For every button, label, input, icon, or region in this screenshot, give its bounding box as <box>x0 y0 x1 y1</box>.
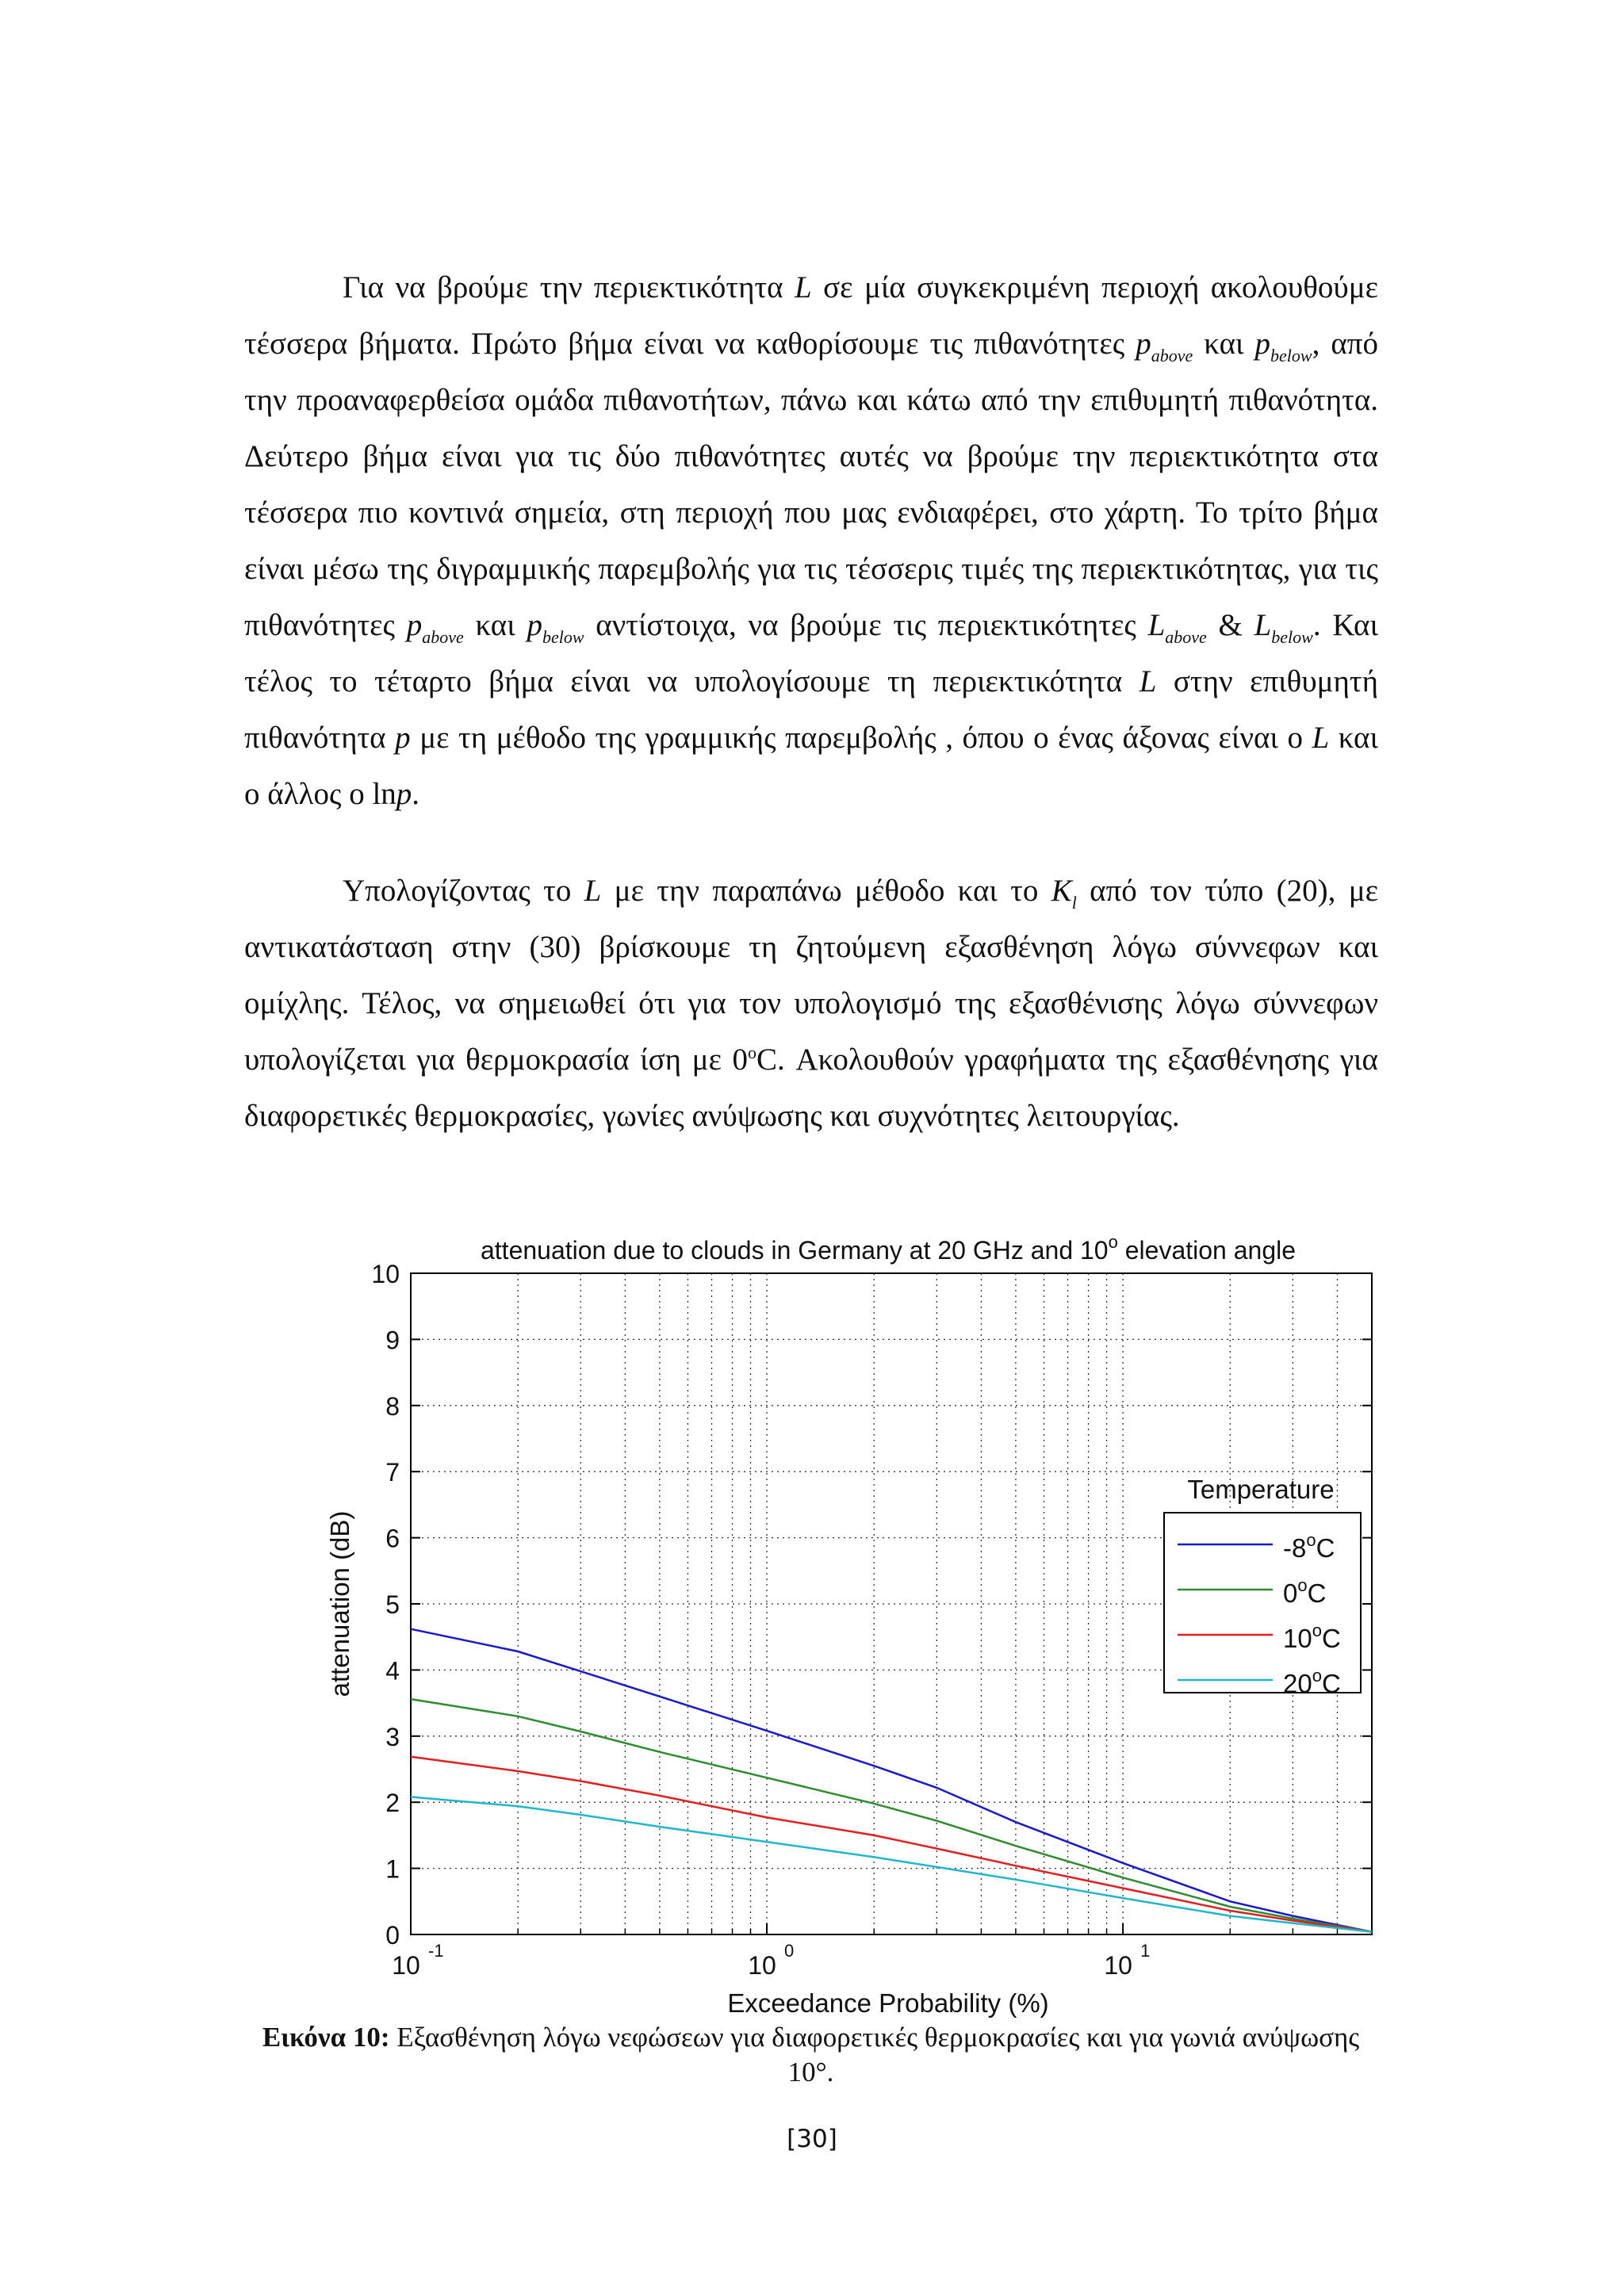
paragraph-1 <box>244 259 1378 822</box>
chart-title-sup: o <box>1108 1232 1118 1252</box>
legend-degree: o <box>1297 1575 1308 1595</box>
text-run: και <box>1193 327 1255 361</box>
y-tick-label: 3 <box>385 1722 400 1751</box>
caption-label: Εικόνα 10: <box>262 2022 390 2053</box>
text-run: L <box>795 270 812 304</box>
y-tick-label: 9 <box>385 1326 400 1355</box>
y-tick-label: 4 <box>385 1656 400 1686</box>
text-run: L <box>584 874 602 908</box>
text-run: p <box>1254 327 1271 361</box>
text-run: C. Ακολουθούν γραφήματα της εξασθένησης για διαφορετικές θερμοκρασίες, γωνίες ανύψωσης και συχνότητες λειτουργίας. <box>244 1043 1378 1133</box>
text-run: l <box>1071 893 1077 913</box>
legend-label-2 <box>1283 1621 1341 1653</box>
chart-title <box>481 1232 1296 1265</box>
text-run: . Και τέλος το τέταρτο βήμα είναι να υπολογίσουμε τη περιεκτικότητα <box>244 608 1378 698</box>
text-run: Υπολογίζοντας το <box>343 874 584 908</box>
text-run: below <box>1271 627 1313 647</box>
text-run: στην επιθυμητή πιθανότητα <box>244 664 1378 755</box>
legend-value: 10 <box>1283 1624 1312 1653</box>
legend-unit: C <box>1321 1669 1341 1698</box>
text-run: p <box>395 721 411 755</box>
x-tick-exponent: -1 <box>428 1941 444 1961</box>
figure-caption <box>262 2020 1360 2090</box>
y-tick-label: 10 <box>371 1260 400 1288</box>
text-run: above <box>422 627 464 647</box>
paragraph-2 <box>244 863 1378 1144</box>
text-run: L <box>1254 608 1272 642</box>
text-run: σε μία συγκεκριμένη περιοχή ακολουθούμε τέσσερα βήματα. Πρώτο βήμα είναι να καθορίσουμε τις πιθανότητες <box>244 270 1378 361</box>
text-run: L <box>1312 721 1330 755</box>
text-run: με την παραπάνω μέθοδο και το <box>601 874 1051 908</box>
text-run: p <box>406 608 423 642</box>
caption-text: Εξασθένηση λόγω νεφώσεων για διαφορετικές θερμοκρασίες και για γωνιά ανύψωσης 10°. <box>389 2022 1360 2087</box>
y-tick-label: 2 <box>385 1789 400 1818</box>
chart-title-tail: elevation angle <box>1117 1236 1297 1265</box>
y-tick-label: 5 <box>385 1590 400 1619</box>
y-tick-label: 0 <box>385 1921 400 1950</box>
y-tick-label: 1 <box>385 1854 400 1884</box>
text-run: p <box>396 777 412 811</box>
legend-value: 0 <box>1283 1578 1298 1608</box>
legend-unit: C <box>1307 1578 1327 1608</box>
x-tick-exponent: 1 <box>1140 1941 1151 1961</box>
text-run: αντίστοιχα, να βρούμε τις περιεκτικότητες <box>584 608 1148 642</box>
text-run: K <box>1051 874 1072 908</box>
y-tick-label: 6 <box>385 1524 400 1553</box>
text-run: από τον τύπο (20), με αντικατάσταση στην (30) βρίσκουμε τη ζητούμενη εξασθένηση λόγω σύννεφων και ομίχλης. Τέλος, να σημειωθεί ότι για τον υπολογισμό της εξασθένισης λόγω σύννεφων υπολογίζεται για θερμοκρασία ίση με 0 <box>244 874 1378 1077</box>
legend-value: 20 <box>1283 1669 1312 1698</box>
x-tick-label: 10 <box>748 1951 776 1980</box>
legend-unit: C <box>1316 1533 1335 1563</box>
page-number: [30] <box>787 2125 837 2153</box>
y-tick-label: 8 <box>385 1391 400 1421</box>
text-run: p <box>527 608 542 642</box>
text-run: p <box>1136 327 1151 361</box>
text-run: L <box>1139 664 1157 698</box>
x-tick-exponent: 0 <box>784 1941 795 1961</box>
y-tick-label: 7 <box>385 1458 400 1487</box>
legend-title: Temperature <box>1187 1475 1335 1504</box>
paragraph-2-text <box>244 863 1378 1144</box>
legend-degree: o <box>1312 1666 1322 1686</box>
text-run: Για να βρούμε την περιεκτικότητα <box>343 270 795 304</box>
text-run: above <box>1151 346 1193 365</box>
text-run: με τη μέθοδο της γραμμικής παρεμβολής , όπου ο ένας άξονας είναι ο <box>410 721 1312 755</box>
text-run: & <box>1206 608 1254 642</box>
paragraph-1-text <box>244 259 1378 822</box>
legend-label-3 <box>1283 1666 1341 1698</box>
text-run: o <box>748 1043 757 1062</box>
x-tick-label: 10 <box>392 1951 420 1980</box>
text-run: . <box>412 777 420 811</box>
legend-degree: o <box>1312 1621 1322 1640</box>
chart-title-main: attenuation due to clouds in Germany at 20 GHz and 10 <box>480 1236 1109 1265</box>
text-run: above <box>1165 627 1207 647</box>
text-run: L <box>1147 608 1166 642</box>
text-run: και <box>463 608 527 642</box>
text-run: below <box>1270 346 1312 365</box>
y-axis-label: attenuation (dB) <box>325 1510 354 1697</box>
text-run: και ο άλλος ο ln <box>244 721 1378 811</box>
text-run: , από την προαναφερθείσα ομάδα πιθανοτήτων, πάνω και κάτω από την επιθυμητή πιθανότητα. Δεύτερο βήμα είναι για τις δύο πιθανότητες αυτές να βρούμε την περιεκτικότητα στα τέσσερα πιο κοντινά σημεία, στη περιοχή που μας ενδιαφέρει, στο χάρτη. Το τρίτο βήμα είναι μέσω της διγραμμικής παρεμβολής για τις τέσσερις τιμές της περιεκτικότητας, για τις πιθανότητες <box>244 327 1378 642</box>
x-tick-label: 10 <box>1104 1951 1132 1980</box>
chart-svg <box>317 1227 1396 2020</box>
text-run: below <box>542 627 584 647</box>
legend-degree: o <box>1306 1530 1316 1550</box>
attenuation-chart <box>317 1227 1396 2020</box>
x-axis-label: Exceedance Probability (%) <box>727 1988 1049 2018</box>
legend-unit: C <box>1321 1624 1341 1653</box>
legend-value: -8 <box>1283 1533 1307 1563</box>
